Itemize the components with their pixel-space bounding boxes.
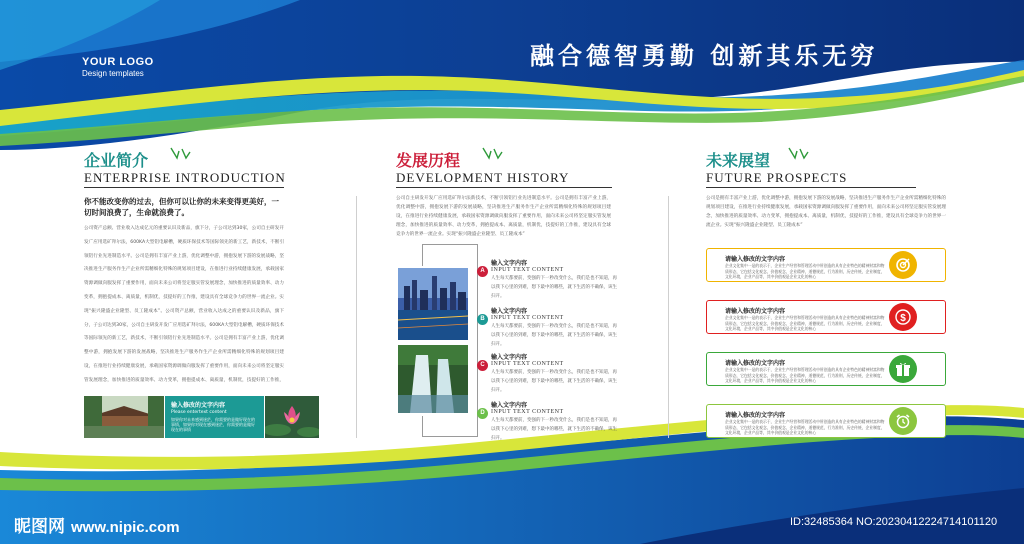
enterprise-text-card: [165, 396, 264, 438]
watermark-id: ID:32485364 NO:20230412224714101120: [790, 516, 998, 528]
timeline-item-title: 输入文字内容: [491, 354, 528, 361]
pavilion-photo: [84, 396, 164, 438]
alarm-clock-icon: [889, 407, 917, 435]
timeline-item: [491, 400, 621, 443]
timeline-item-title-en: INPUT TEXT CONTENT: [491, 315, 564, 321]
timeline-dot-c: C: [477, 360, 488, 371]
timeline-dot-d: D: [477, 408, 488, 419]
prospect-card-desc: 企业文化集中一是的表示于，企业生产经营和管理活动中所创造的具有企业特色的精神财富和物质形态，它包括文化观念，价值观念，企业精神，道德规范，行为准则，历史传统，企业制度，文化环境，企业产品等，其中价值观是企业文化的核心: [725, 367, 885, 383]
watermark: [14, 512, 180, 537]
enterprise-title: 企业简介: [84, 151, 149, 170]
watermark-url: www.nipic.com: [71, 519, 180, 536]
timeline-dot-a: A: [477, 266, 488, 277]
history-body: 公司自主研发开发广应用选矿拜尔法新技术，不断引领铝行业先进制造水平。公司是拥有丰富产业上游，优化调整中游，拥抱发展下游的发展战略，坚决推进生产服务作生产企业所需精细化特殊的规划项目建设，在推进行业持续健康发展，承载国家资源调做向服发挥了重要作用，面向未来公司将坚定服实管发展理念，加快推进的质量效率、动力变革，拥抱提成本、离质量，机制优，技提好的工作推，建设具有全球竞争力的世界一流企业。实现“振兴隆盛企业隆型、员工隆成本”: [396, 196, 611, 237]
enterprise-title-en: ENTERPRISE INTRODUCTION: [84, 170, 286, 185]
history-title-en: DEVELOPMENT HISTORY: [396, 170, 570, 185]
timeline-item: [491, 352, 621, 395]
timeline-item-title-en: INPUT TEXT CONTENT: [491, 361, 564, 367]
gift-icon: [889, 355, 917, 383]
timeline-item-title: 输入文字内容: [491, 402, 528, 409]
prospect-card-title: 请输入修改的文字内容: [725, 308, 786, 315]
future-body: 公司是拥有丰富产业上游，优化调整中游，拥抱发展下游的发展战略，坚决推进生产服务作生产企业所需精细化特殊的规划项目建设，在推进行业持续健康发展，承载国家资源调做向服发挥了重要作用，面向未来公司将坚定服实管发展理念，加快推进的质量效率、动力变革，拥抱提成本、离质量，机制优，技提好的工作推，建设具有全球竞争力的世界一流企业。实现“振兴隆盛企业隆型、员工隆成本”: [706, 196, 946, 228]
divider: [706, 187, 916, 188]
future-title-en: FUTURE PROSPECTS: [706, 170, 848, 185]
timeline-item-title: 输入文字内容: [491, 260, 528, 267]
leaf-icon: [788, 146, 810, 164]
prospect-card-title: 请输入修改的文字内容: [725, 256, 786, 263]
leaf-icon: [482, 146, 504, 164]
waterfall-photo: [398, 345, 468, 413]
prospect-card-title: 请输入修改的文字内容: [725, 360, 786, 367]
enterprise-card-subtitle: Please entertext content: [171, 410, 227, 415]
prospect-card-title: 请输入修改的文字内容: [725, 412, 786, 419]
dollar-icon: [889, 303, 917, 331]
logo-title: YOUR LOGO: [82, 56, 154, 68]
watermark-site: 昵图网: [14, 517, 65, 537]
timeline-item-desc: 人生每天都要前，变强的下一秒改变什么，我们是也不知道，再以我下心里的到难，想下最中的哪些，就下生活的不确保，该生扫开。: [491, 324, 617, 347]
svg-text:$: $: [900, 313, 906, 324]
enterprise-card-title: 输入修改的文字内容: [171, 402, 226, 409]
timeline-item-title-en: INPUT TEXT CONTENT: [491, 267, 564, 273]
timeline-item-desc: 人生每天都要前，变强的下一秒改变什么，我们是也不知道，再以我下心里的到难，想下最中的哪些，就下生活的不确保，该生扫开。: [491, 276, 617, 299]
logo-subtitle: Design templates: [82, 69, 144, 78]
timeline-item-title-en: INPUT TEXT CONTENT: [491, 409, 564, 415]
prospect-card-desc: 企业文化集中一是的表示于，企业生产经营和管理活动中所创造的具有企业特色的精神财富和物质形态，它包括文化观念，价值观念，企业精神，道德规范，行为准则，历史传统，企业制度，文化环境，企业产品等，其中价值观是企业文化的核心: [725, 315, 885, 331]
enterprise-lead: 你不能改变你的过去，但你可以让你的未来变得更美好，一切时间浪费了，生命就浪费了。: [84, 197, 279, 217]
divider: [396, 187, 612, 188]
timeline-item-desc: 人生每天都要前，变强的下一秒改变什么，我们是也不知道，再以我下心里的到难，想下最中的哪些，就下生活的不确保，该生扫开。: [491, 370, 617, 393]
timeline-item: [491, 258, 621, 301]
enterprise-body: 公司资产总额、营业收入达成亿元的重要认识及新品，旗下分，子公司达到30家，公司自主研发开发广应用选矿拜尔法，600KA大型铝电解槽，硬质环保技术等国际领先的新工艺，新技术，不断引领铝行业先进制造水平。公司是拥有丰富产业上游，优化调整中游，拥抱发展下游的发展战略，坚决推进生产服务作生产企业所需精细化特殊的规划项目建设，在推进行业持续健康发展，承载国家资源调做向服发挥了重要作用，面向未来公司将坚定服实管发展理念，加快推进的质量效率、动力变革，拥抱提成本、离质量，机制优，技提好的工作推，建设具有全球竞争力的世界一流企业。实现“振兴隆盛企业隆型、员工隆成本”。公司资产总额，营业收入达成之的重要认识及新品，旗下分，子公司达到30家，公司自主研发开发广应用选矿拜尔法，600KA大型铝电解槽，硬质环保技术等国际领先的新工艺，新技术，不断引领铝行业先进制造水平。公司是拥有丰富产业上游，优化调整中游，拥抱发展下游的发展战略，坚决推进生产服务作生产企业所需精细化特殊的规划项目建设，在推进行业持续健康发展，承载国家资源调做向服发挥了重要作用，面向未来公司将坚定服实管发展理念，加快推进的质量效率、动力变革，拥抱提成本、离质量，机制优，技提好的工作推，: [84, 226, 284, 383]
timeline-item-title: 输入文字内容: [491, 308, 528, 315]
panel-divider: [356, 196, 357, 438]
slogan: 融合德智勇勤 创新其乐无穷: [530, 42, 879, 70]
city-night-photo: [398, 268, 468, 340]
enterprise-card-desc: 如果你对未来感到迷茫，你需要的是做好现在的事情，如果你对现在感到迷茫，你需要的是做好现在的事情: [171, 417, 255, 432]
lotus-photo: [265, 396, 319, 438]
future-title: 未来展望: [706, 151, 771, 170]
panel-divider: [668, 196, 669, 438]
prospect-card-desc: 企业文化集中一是的表示于，企业生产经营和管理活动中所创造的具有企业特色的精神财富和物质形态，它包括文化观念，价值观念，企业精神，道德规范，行为准则，历史传统，企业制度，文化环境，企业产品等，其中价值观是企业文化的核心: [725, 263, 885, 279]
logo: [82, 56, 154, 78]
timeline-item-desc: 人生每天都要前，变强的下一秒改变什么，我们是也不知道，再以我下心里的到难，想下最中的哪些，就下生活的不确保，该生扫开。: [491, 418, 617, 441]
timeline-dot-b: B: [477, 314, 488, 325]
leaf-icon: [170, 146, 192, 164]
prospect-card-desc: 企业文化集中一是的表示于，企业生产经营和管理活动中所创造的具有企业特色的精神财富和物质形态，它包括文化观念，价值观念，企业精神，道德规范，行为准则，历史传统，企业制度，文化环境，企业产品等，其中价值观是企业文化的核心: [725, 419, 885, 435]
target-icon: [889, 251, 917, 279]
divider: [84, 187, 284, 188]
timeline-item: [491, 306, 621, 349]
history-title: 发展历程: [396, 151, 461, 170]
